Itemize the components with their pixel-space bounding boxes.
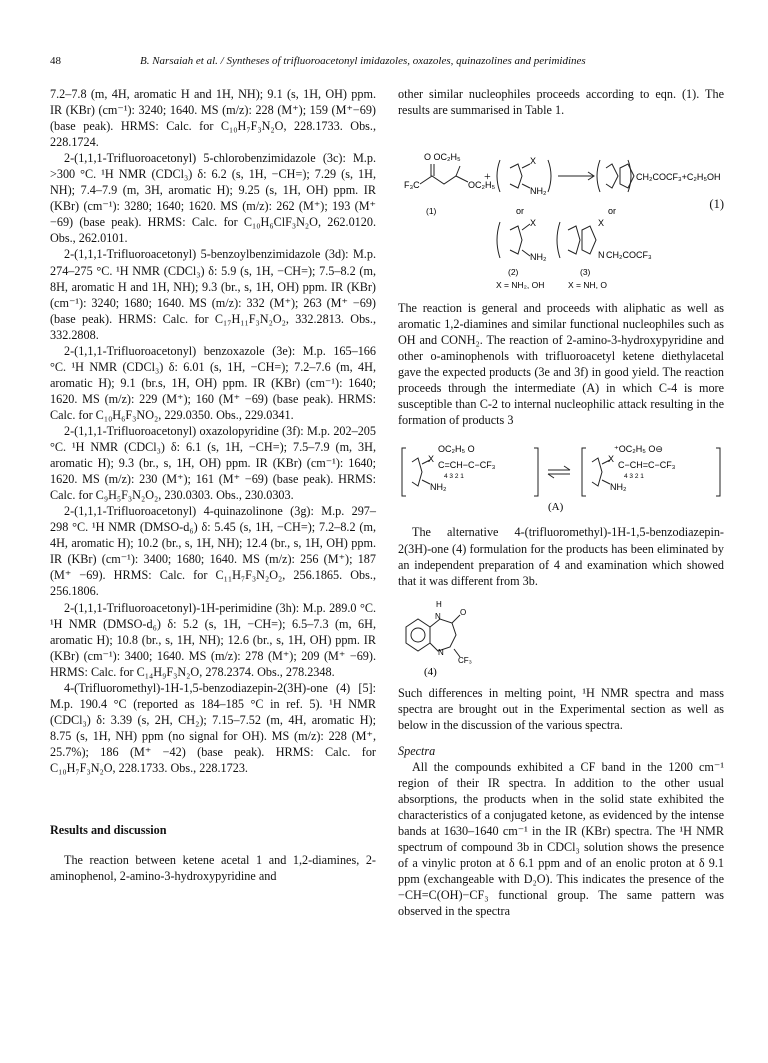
arrow-head: [564, 466, 570, 470]
bond-line: [422, 480, 430, 484]
section-heading: Results and discussion: [50, 823, 167, 838]
running-title: B. Narsaiah et al. / Syntheses of trifluoroacetonyl imidazoles, oxazoles, quinazolines and perimidines: [140, 55, 586, 67]
benzene-ring: [406, 619, 430, 651]
compound-label-2: (2): [508, 267, 519, 278]
bracket: [582, 448, 586, 496]
ring-line: [606, 164, 618, 188]
compound-label-3: (3): [580, 267, 591, 278]
intermediate-scheme: [398, 438, 724, 516]
discussion-paragraph: The reaction between ketene acetal 1 and 1,2-diamines, 2-aminophenol, 2-amino-3-hydroxypyridine and: [50, 853, 376, 884]
ring-line: [510, 164, 522, 188]
experimental-paragraph: 2-(1,1,1-Trifluoroacetonyl)-1H-perimidine (3h): M.p. 289.0 °C. ¹H NMR (DMSO-d₆) δ: 5.2 (s, 1H, −CH=); 6.5–7.3 (m, 6H, aromatic H); 10.8 (br., s, 1H, NH); 12.6 (br., s, 1H, OH) ppm. IR (KBr) (cm⁻¹): 3400; 1640. MS (m/z): 278 (M⁺); 209 (M⁺ −69). HRMS: Calc. for C₁₄H₉F₃N₂O, 278.2374. Obs., 278.2348.: [50, 600, 376, 679]
nh2-label: NH₂: [530, 252, 547, 263]
product-chain: CH₂COCF₃+C₂H₅OH: [636, 172, 721, 183]
bond-line: [522, 250, 530, 256]
reaction-scheme: [398, 130, 724, 290]
plus-sign: +: [484, 169, 491, 184]
product3-chain: CH₂COCF₃: [606, 250, 652, 261]
experimental-paragraph: 2-(1,1,1-Trifluoroacetonyl) 5-chlorobenzimidazole (3c): M.p. >300 °C. ¹H NMR (CDCl₃) δ: 6.2 (s, 1H, −CH=); 7.29 (s, 1H, NH); 7.4–7.9 (m, 3H, aromatic H); 9.25 (s, 1H, OH) ppm. IR (KBr) (cm⁻¹): 3280; 1640; 1620. MS (m/z): 262 (M⁺); 193 (M⁺ −69) (base peak). HRMS: Calc. for C₁₀H₆ClF₃N₂O, 262.0120. Obs., 262.0101.: [50, 151, 376, 246]
bond-line: [602, 480, 610, 484]
discussion-paragraph: other similar nucleophiles proceeds according to eqn. (1). The results are summarised in Table 1.: [398, 87, 724, 118]
benzodiazepinone-structure: [398, 597, 724, 679]
experimental-paragraph: 4-(Trifluoromethyl)-1H-1,5-benzodiazepin-2(3H)-one (4) [5]: M.p. 190.4 °C (reported as 184–185 °C in ref. 5). ¹H NMR (CDCl₃) δ: 3.39 (s, 2H, CH₂); 7.15–7.52 (m, 4H, aromatic H); 8.75 (s, 1H, NH) ppm (no signal for OH). MS (m/z): 228 (M⁺, 25.7%); 186 (M⁺ −42) (base peak). HRMS: Calc. for C₁₀H₇F₃N₂O, 228.1733. Obs., 228.1723.: [50, 680, 376, 775]
or-label: or: [608, 206, 617, 217]
ring-line: [510, 226, 522, 254]
bracket: [534, 448, 538, 496]
intermediate-drawing: [398, 438, 724, 516]
intermediate-left-formula: C=CH−C−CF₃: [438, 460, 496, 471]
ring-line: [582, 226, 596, 254]
compound-label-4: (4): [424, 665, 437, 678]
or-label: or: [516, 206, 525, 217]
experimental-paragraph: 7.2–7.8 (m, 4H, aromatic H and 1H, NH); 9.1 (s, 1H, OH) ppm. IR (KBr) (cm⁻¹): 3240; 1640. MS (m/z): 228 (M⁺); 159 (M⁺−69) (base peak). HRMS: Calc. for C₁₀H₇F₃N₂O, 228.1733. Obs., 228.1724.: [50, 87, 376, 150]
carbonyl-bond: [452, 615, 460, 623]
discussion-paragraph: All the compounds exhibited a CF band in the 1200 cm⁻¹ region of their IR spectra. In addition to the other usual absorptions, the products when in the solid state exhibited the characteristics of a conjugated ketone, as evidenced by the intense bands at 1630–1640 cm⁻¹ in the IR (KBr) spectra. The ¹H NMR spectrum of compound 3b in CDCl₃ solution shows the presence of a vinylic proton at δ 6.1 ppm and of an enolic proton at δ 9.1 ppm (exchangeable with D₂O). This indicates the presence of the −CH=C(OH)−CF₃ functional group. The same pattern was observed in the spectra: [398, 759, 724, 919]
n-label: N: [435, 611, 441, 621]
bracket: [548, 160, 551, 192]
bond-line: [456, 166, 460, 176]
x-definition-3: X = NH, O: [568, 280, 607, 291]
aromatic-circle: [411, 628, 425, 642]
experimental-paragraph: 2-(1,1,1-Trifluoroacetonyl) oxazolopyridine (3f): M.p. 202–205 °C. ¹H NMR (CDCl₃) δ: 6.1 (s, 1H, −CH=); 7.5–7.9 (m, 3H, aromatic H); 9.3 (br., s, 1H, OH) ppm. IR (KBr) (cm⁻¹): 1640; 1620. MS (m/z): 230 (M⁺); 161 (M⁺ −69) (base peak). HRMS: Calc. for C₉H₅F₃N₂O₂, 230.0303. Obs., 230.0303.: [50, 423, 376, 503]
discussion-paragraph: The alternative 4-(trifluoromethyl)-1H-1,5-benzodiazepin-2(3H)-one (4) formulation for the products has been eliminated by an independent preparation of 4 and examination which showed that it was different from 3b.: [398, 525, 724, 588]
x-label: X: [598, 218, 605, 229]
x-label: X: [608, 454, 615, 465]
diazepine-ring: [430, 619, 456, 651]
nh2-label: NH₂: [610, 482, 627, 493]
arrow-head: [548, 474, 554, 478]
ring-line: [592, 458, 602, 486]
bracket: [497, 160, 500, 192]
reaction-scheme-drawing: [398, 130, 721, 291]
bracket: [597, 160, 600, 192]
intermediate-right-formula: C−CH=C−CF₃: [618, 460, 676, 471]
carbon-numbering: 4 3 2 1: [444, 473, 464, 481]
bracket: [557, 222, 560, 258]
bond-line: [522, 224, 530, 230]
h-label: H: [436, 599, 442, 609]
reagent1-top: O OC₂H₅: [424, 152, 461, 163]
discussion-paragraph: The reaction is general and proceeds with aliphatic as well as aromatic 1,2-diamines and similar functional nucleophiles such as OH and CONH₂. The reaction of 2-amino-3-hydroxypyridine and other o-aminophenols with trifluoroacetyl ketene diethylacetal gave the expected products (3e and 3f) in good yield. The reaction proceeds through the intermediate (A) in which C-4 is more susceptible than C-2 to internal nucleophilic attack resulting in the formation of products 3: [398, 301, 724, 428]
page-number: 48: [50, 55, 61, 67]
x-definition-2: X = NH₂, OH: [496, 280, 545, 291]
intermediate-label: (A): [548, 501, 564, 514]
intermediate-right-chain: ⁺OC₂H₅ O⊖: [614, 444, 663, 455]
ring-line: [412, 458, 422, 486]
subsection-heading: Spectra: [398, 743, 436, 758]
n-label: N: [438, 647, 444, 657]
right-column: [398, 86, 724, 919]
experimental-paragraph: 2-(1,1,1-Trifluoroacetonyl) benzoxazole (3e): M.p. 165–166 °C. ¹H NMR (CDCl₃) δ: 6.01 (s, 1H, −CH=); 7.2–7.6 (m, 4H, aromatic H); 9.1 (br.s, 1H, OH) ppm. IR (KBr) (cm⁻¹): 1640; 1620. MS (m/z): 229 (M⁺); 160 (M⁺ −69) (base peak). HRMS: Calc. for C₁₀H₆F₃NO₂, 229.0350. Obs., 229.0341.: [50, 343, 376, 422]
ring-line: [620, 164, 634, 188]
bracket: [716, 448, 720, 496]
bond-line: [522, 184, 530, 188]
discussion-paragraph: Such differences in melting point, ¹H NMR spectra and mass spectra are brought out in the Experimental section as well as below in the discussion of the various spectra.: [398, 685, 724, 732]
running-header: [50, 55, 730, 71]
cf3-label: CF₃: [458, 655, 472, 665]
reagent1-cf3: F₃C: [404, 180, 420, 191]
experimental-paragraph: 2-(1,1,1-Trifluoroacetonyl) 4-quinazolinone (3g): M.p. 297–298 °C. ¹H NMR (DMSO-d₆) δ: 5.45 (s, 1H, −CH=); 7.2–8.2 (m, 4H, aromatic H); 10.2 (br., s, 1H, NH); 12.4 (br., s, 1H, OH) ppm. IR (KBr) (cm⁻¹): 3400; 1680; 1640. MS (m/z): 256 (M⁺); 187 (M⁺ −69). HRMS: Calc. for C₁₁H₇F₃N₂O₂, 256.1865. Obs., 256.1806.: [50, 504, 376, 599]
x-label: X: [428, 454, 435, 465]
bond-line: [522, 164, 530, 168]
x-label: X: [530, 218, 537, 229]
nh2-label: NH₂: [430, 482, 447, 493]
nh2-label: NH₂: [530, 186, 547, 197]
equation-number: (1): [709, 197, 724, 212]
reagent1-oet: OC₂H₅: [468, 180, 496, 191]
ring-line: [568, 226, 580, 254]
experimental-paragraph: 2-(1,1,1-Trifluoroacetonyl) 5-benzoylbenzimidazole (3d): M.p. 274–275 °C. ¹H NMR (CDCl₃) δ: 5.9 (s, 1H, −CH=); 7.5–8.2 (m, 8H, aromatic H and 1H, NH); 9.3 (br., s, 1H, OH) ppm. IR (KBr) (cm⁻¹): 3240; 1680; 1640. MS (m/z): 332 (M⁺); 263 (M⁺ −69) (base peak). HRMS: Calc. for C₁₇H₁₁F₃N₂O₂, 332.2813. Obs., 332.2808.: [50, 247, 376, 342]
bond-line: [420, 176, 468, 184]
benzodiazepinone-drawing: [398, 597, 518, 679]
compound-label-1: (1): [426, 206, 437, 217]
bracket: [497, 222, 500, 258]
n-label: N: [598, 250, 605, 261]
intermediate-left-chain: OC₂H₅ O: [438, 444, 475, 455]
left-column: [50, 86, 376, 884]
carbon-numbering: 4 3 2 1: [624, 473, 644, 481]
x-label: X: [530, 156, 537, 167]
bracket: [402, 448, 406, 496]
o-label: O: [460, 607, 467, 617]
